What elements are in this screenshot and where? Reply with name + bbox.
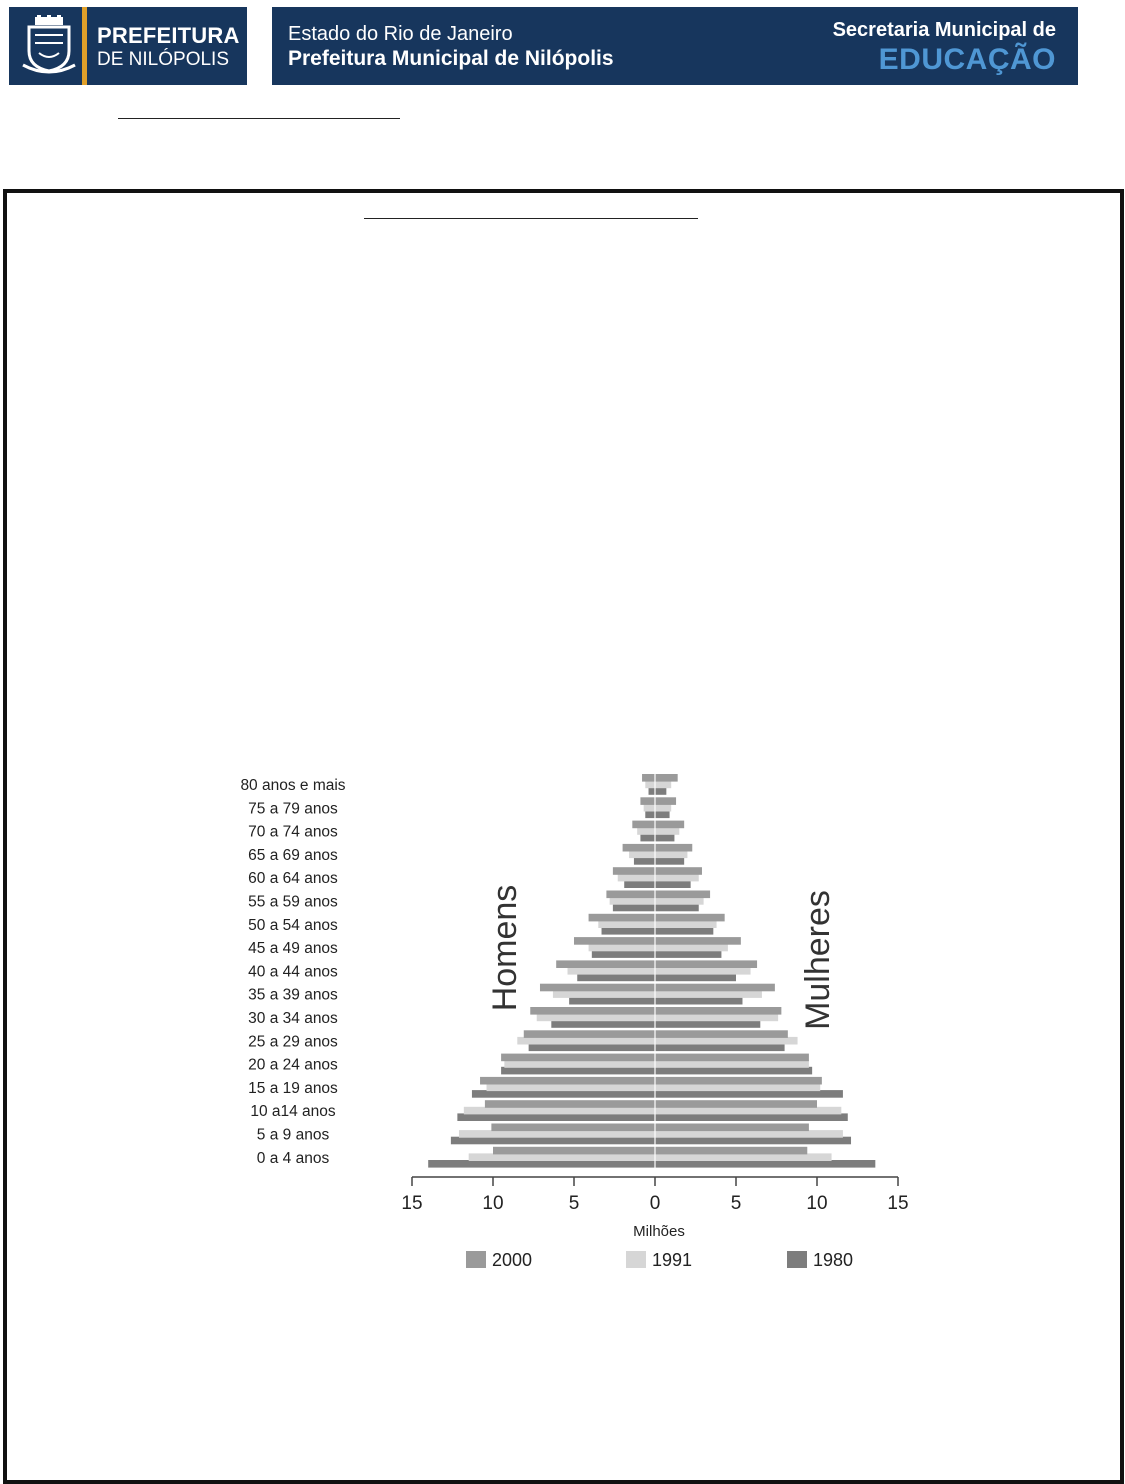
bar-women-1991 — [655, 1153, 832, 1161]
bar-women-2000 — [655, 937, 741, 945]
bar-men-1980 — [551, 1020, 655, 1028]
bar-men-1980 — [602, 927, 655, 935]
legend-swatch-2000 — [466, 1251, 486, 1268]
age-group-label: 5 a 9 anos — [256, 1126, 330, 1144]
bar-women-1991 — [655, 781, 671, 789]
bar-women-1991 — [655, 1130, 843, 1138]
bar-men-2000 — [493, 1147, 655, 1155]
bar-women-1991 — [655, 897, 704, 905]
bar-women-2000 — [655, 1054, 809, 1062]
age-group-label: 80 anos e mais — [240, 777, 346, 794]
bar-women-2000 — [655, 1100, 817, 1108]
bar-women-1980 — [655, 904, 699, 912]
bar-women-1991 — [655, 851, 687, 859]
age-group-label: 25 a 29 anos — [248, 1033, 338, 1051]
bar-women-1980 — [655, 1020, 760, 1028]
bar-women-2000 — [655, 821, 684, 829]
men-side-label: Homens — [486, 884, 524, 1012]
bar-women-2000 — [655, 797, 676, 805]
bar-women-2000 — [655, 960, 757, 968]
bar-women-1991 — [655, 827, 679, 835]
bar-men-1991 — [504, 1060, 655, 1068]
bar-women-1991 — [655, 804, 671, 812]
bar-women-2000 — [655, 1147, 807, 1155]
bar-men-2000 — [530, 1007, 655, 1015]
bar-women-2000 — [655, 914, 725, 922]
secretaria-label: Secretaria Municipal de — [832, 19, 1056, 41]
bar-men-1980 — [640, 834, 655, 842]
bar-women-1980 — [655, 1160, 875, 1168]
bar-men-1991 — [568, 967, 655, 975]
bar-men-1980 — [569, 997, 655, 1005]
bar-women-2000 — [655, 1030, 788, 1038]
logo-subtitle: DE NILÓPOLIS — [97, 49, 229, 70]
bar-men-1991 — [637, 827, 655, 835]
bar-women-1980 — [655, 974, 736, 982]
bar-men-2000 — [480, 1077, 655, 1085]
age-group-label: 60 a 64 anos — [248, 870, 338, 888]
state-name: Estado do Rio de Janeiro — [288, 23, 513, 45]
age-group-label: 65 a 69 anos — [248, 846, 338, 864]
x-axis-title: Milhões — [633, 1223, 685, 1240]
women-side-label: Mulheres — [799, 890, 837, 1030]
bar-women-2000 — [655, 774, 678, 782]
x-tick-label: 5 — [730, 1193, 742, 1214]
bar-men-1991 — [464, 1107, 655, 1115]
legend-swatch-1991 — [626, 1251, 646, 1268]
bar-men-2000 — [606, 891, 655, 899]
bar-men-1991 — [517, 1037, 655, 1045]
age-group-label: 70 a 74 anos — [248, 823, 338, 841]
bar-men-1980 — [634, 857, 655, 865]
bar-women-1980 — [655, 811, 670, 819]
bar-men-2000 — [540, 984, 655, 992]
bar-men-1980 — [428, 1160, 655, 1168]
bar-women-1991 — [655, 920, 717, 928]
bar-women-1980 — [655, 950, 721, 958]
legend-label-2000: 2000 — [492, 1250, 533, 1270]
legend-label-1991: 1991 — [652, 1250, 693, 1270]
age-group-label: 50 a 54 anos — [248, 916, 338, 934]
bar-women-1991 — [655, 1014, 778, 1022]
bar-men-2000 — [613, 867, 655, 875]
bar-men-1991 — [644, 804, 655, 812]
legend-label-1980: 1980 — [813, 1250, 854, 1270]
bar-women-2000 — [655, 1077, 822, 1085]
bar-men-2000 — [501, 1054, 655, 1062]
age-group-label: 55 a 59 anos — [248, 893, 338, 911]
bar-men-1980 — [645, 811, 655, 819]
x-tick-label: 15 — [887, 1193, 909, 1214]
bar-men-1991 — [645, 781, 655, 789]
x-tick-label: 10 — [806, 1193, 828, 1214]
bar-women-2000 — [655, 984, 775, 992]
bar-men-1980 — [501, 1067, 655, 1075]
bar-women-1980 — [655, 834, 674, 842]
bar-men-1980 — [451, 1137, 655, 1145]
bar-men-2000 — [485, 1100, 655, 1108]
bar-men-1980 — [577, 974, 655, 982]
bar-men-1991 — [589, 944, 655, 952]
age-group-label: 35 a 39 anos — [248, 986, 338, 1004]
bar-men-1980 — [624, 880, 655, 888]
bar-women-1980 — [655, 1067, 812, 1075]
bar-women-1991 — [655, 1107, 841, 1115]
age-group-label: 45 a 49 anos — [248, 940, 338, 958]
bar-men-1991 — [487, 1084, 655, 1092]
bar-women-2000 — [655, 1007, 781, 1015]
x-tick-label: 15 — [401, 1193, 423, 1214]
bar-men-1991 — [610, 897, 655, 905]
age-group-label: 75 a 79 anos — [248, 800, 338, 818]
bar-men-1991 — [553, 990, 655, 998]
bar-men-1980 — [457, 1113, 655, 1121]
age-group-label: 10 a14 anos — [250, 1103, 336, 1121]
bar-women-1980 — [655, 857, 684, 865]
bar-men-2000 — [574, 937, 655, 945]
bar-men-2000 — [642, 774, 655, 782]
bar-men-2000 — [524, 1030, 655, 1038]
age-group-label: 0 a 4 anos — [256, 1149, 330, 1167]
bar-men-1991 — [459, 1130, 655, 1138]
bar-women-1980 — [655, 880, 691, 888]
bar-women-1991 — [655, 874, 699, 882]
bar-women-1991 — [655, 1084, 820, 1092]
bar-men-1991 — [598, 920, 655, 928]
bar-women-2000 — [655, 891, 710, 899]
bar-women-1980 — [655, 787, 666, 795]
bar-women-1980 — [655, 1113, 848, 1121]
bar-men-1991 — [618, 874, 655, 882]
bar-women-1991 — [655, 1060, 809, 1068]
bar-men-1980 — [592, 950, 655, 958]
bar-men-1980 — [649, 787, 655, 795]
bar-men-1991 — [537, 1014, 655, 1022]
logo-title: PREFEITURA — [97, 23, 240, 48]
age-group-label: 30 a 34 anos — [248, 1010, 338, 1027]
bar-women-1980 — [655, 1044, 785, 1052]
bar-women-2000 — [655, 1124, 809, 1132]
age-group-label: 40 a 44 anos — [248, 963, 338, 981]
bar-men-1991 — [629, 851, 655, 859]
bar-women-1991 — [655, 990, 762, 998]
bar-women-2000 — [655, 844, 692, 852]
age-group-label: 20 a 24 anos — [248, 1056, 338, 1074]
bar-men-1980 — [472, 1090, 655, 1098]
bar-men-2000 — [589, 914, 655, 922]
bar-men-2000 — [491, 1124, 655, 1132]
bar-women-1980 — [655, 1137, 851, 1145]
bar-men-2000 — [623, 844, 655, 852]
bar-women-1991 — [655, 944, 728, 952]
bar-women-2000 — [655, 867, 702, 875]
bar-women-1980 — [655, 927, 713, 935]
x-tick-label: 0 — [649, 1193, 661, 1214]
bar-men-1991 — [469, 1153, 655, 1161]
age-group-label: 15 a 19 anos — [248, 1079, 338, 1097]
bar-women-1991 — [655, 1037, 798, 1045]
x-tick-label: 10 — [482, 1193, 504, 1214]
bar-men-1980 — [613, 904, 655, 912]
bar-men-2000 — [640, 797, 655, 805]
educacao-label: EDUCAÇÃO — [878, 43, 1056, 76]
legend-swatch-1980 — [787, 1251, 807, 1268]
bar-women-1980 — [655, 1090, 843, 1098]
bar-men-2000 — [556, 960, 655, 968]
bar-men-1980 — [529, 1044, 655, 1052]
bar-women-1980 — [655, 997, 742, 1005]
bar-men-2000 — [632, 821, 655, 829]
bar-women-1991 — [655, 967, 751, 975]
prefeitura-name: Prefeitura Municipal de Nilópolis — [288, 47, 614, 70]
x-tick-label: 5 — [568, 1193, 580, 1214]
